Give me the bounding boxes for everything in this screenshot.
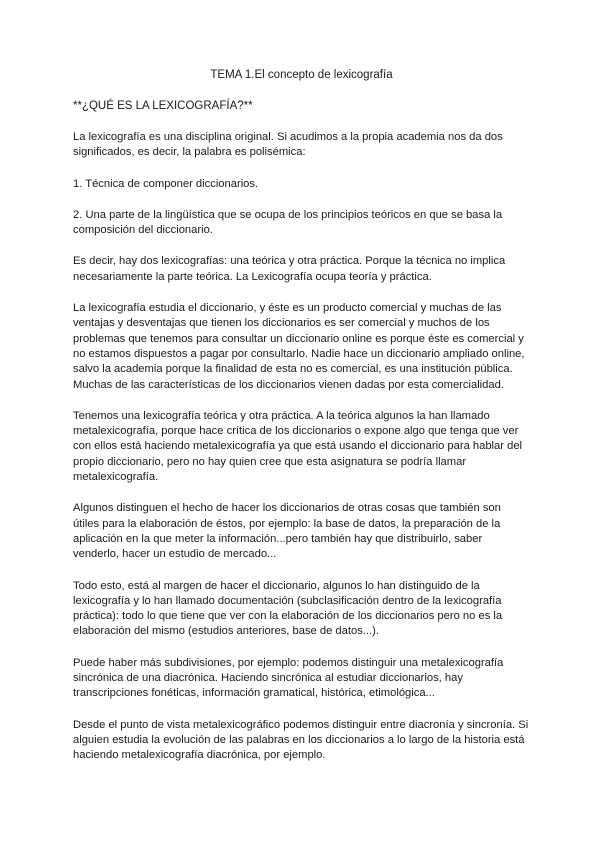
- paragraph-7: Algunos distinguen el hecho de hacer los diccionarios de otras cosas que también son útiles para la elaboración de éstos, por ejemplo: la base de datos, la preparación de la aplicación en la que meter la información...pero también hay que distribuirlo, saber venderlo, hacer un estudio de mercado...: [73, 502, 501, 561]
- paragraph-4: Es decir, hay dos lexicografías: una teórica y otra práctica. Porque la técnica no implica necesariamente la parte teórica. La Lexicografía ocupa teoría y práctica.: [73, 255, 506, 283]
- paragraph-10: Desde el punto de vista metalexicográfico podemos distinguir entre diacronía y sincronía. Si alguien estudia la evolución de las palabras en los diccionarios a lo largo de la historia está haciendo metalexicografía diacrónica, por ejemplo.: [73, 718, 529, 762]
- paragraph-5: La lexicografía estudia el diccionario, y éste es un producto comercial y muchas de las ventajas y desventajas que tienen los diccionarios es ser comercial y muchos de los problemas que tenemos para consultar un diccionario online es porque éste es comercial y no estamos dispuestos a pagar por consultarlo. Nadie hace un diccionario ampliado online, salvo la academia porque la finalidad de esta no es comercial, es una institución pública. Muchas de las características de los diccionarios vienen dadas por esta comercialidad.: [73, 302, 525, 391]
- paragraph-2: 1. Técnica de componer diccionarios.: [73, 177, 259, 190]
- section-heading: **¿QUÉ ES LA LEXICOGRAFÍA?**: [73, 100, 253, 112]
- paragraph-3: 2. Una parte de la lingüística que se ocupa de los principios teóricos en que se basa la composición del diccionario.: [73, 208, 503, 237]
- paragraph-8: Todo esto, está al margen de hacer el diccionario, algunos lo han distinguido de la lexicografía y lo han llamado documentación (subclasificación dentro de la lexicografía práctica): todo lo que tiene que ver con la elaboración de los diccionarios pero no es la elaboración del mismo (estudios anteriores, base de datos...).: [73, 579, 503, 638]
- paragraph-1: La lexicografía es una disciplina original. Si acudimos a la propia academia nos da dos significados, es decir, la palabra es polisémica:: [73, 131, 503, 159]
- document-title: TEMA 1.El concepto de lexicografía: [210, 69, 393, 81]
- paragraph-9: Puede haber más subdivisiones, por ejemplo: podemos distinguir una metalexicografía sincrónica de una diacrónica. Haciendo sincrónica al estudiar diccionarios, hay transcripciones fonéticas, información gramatical, histórica, etimológica...: [73, 656, 504, 700]
- paragraph-6: Tenemos una lexicografía teórica y otra práctica. A la teórica algunos la han llamado metalexicografía, porque hace crítica de los diccionarios o expone algo que tenga que ver con ellos está haciendo metalexicografía ya que está usando el diccionario para hablar del propio diccionario, pero no hay quien cree que esta asignatura se podría llamar metalexicografía.: [73, 409, 523, 484]
